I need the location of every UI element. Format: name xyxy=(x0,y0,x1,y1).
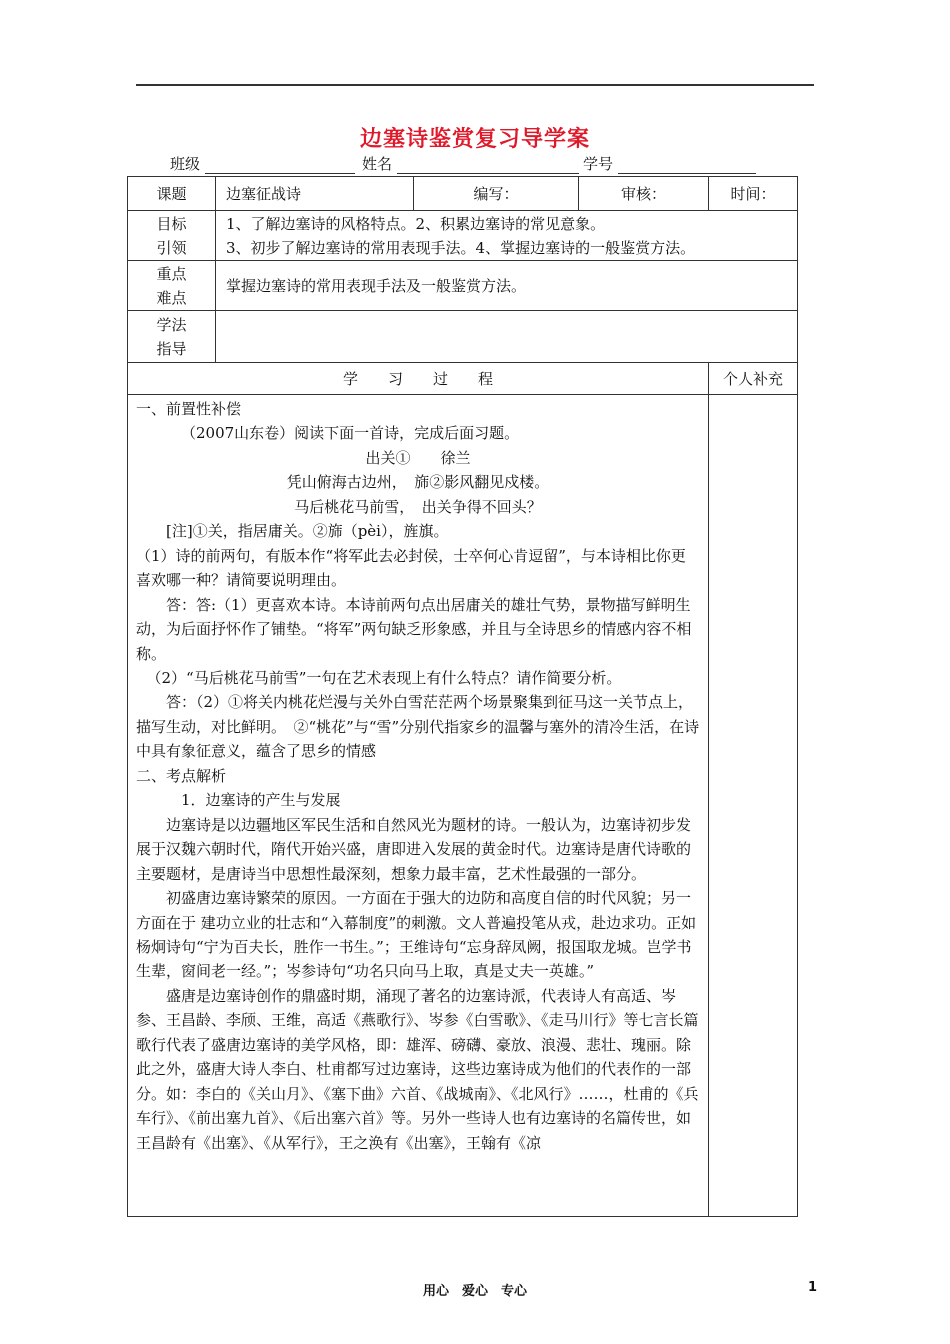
name-underline xyxy=(397,173,579,174)
section-2-heading: 二、考点解析 xyxy=(136,766,227,785)
supplement-label: 个人补充 xyxy=(709,363,798,395)
goals-label-2: 引领 xyxy=(156,238,187,257)
goals-label xyxy=(128,211,216,261)
key-points-row xyxy=(128,261,798,311)
subheading-1: 1．边塞诗的产生与发展 xyxy=(181,791,341,810)
goals-content xyxy=(216,211,798,261)
page-title: 边塞诗鉴赏复习导学案 xyxy=(359,127,590,152)
goals-row xyxy=(128,211,798,261)
question-2: （2）“马后桃花马前雪”一句在艺术表现上有什么特点？请作简要分析。 xyxy=(146,668,622,687)
process-title: 学 习 过 程 xyxy=(128,363,709,395)
answer-1: 答：答:（1）更喜欢本诗。本诗前两句点出居庸关的雄壮气势，景物描写鲜明生动，为后面抒怀作了铺垫。“将军”两句缺乏形象感，并且与全诗思乡的情感内容不相称。 xyxy=(136,595,692,663)
key-points-label-1: 重点 xyxy=(156,264,187,283)
process-row xyxy=(128,395,798,1217)
id-label: 学号 xyxy=(583,155,614,173)
paragraph-2: 初盛唐边塞诗繁荣的原因。一方面在于强大的边防和高度自信的时代风貌；另一方面在于 建功立业的壮志和“入幕制度”的刺激。文人普遍投笔从戎，赴边求功。正如杨炯诗句“宁为百夫长，胜作一书生。”；王维诗句“忘身辞凤阙，报国取龙城。岂学书生辈，窗间老一经。”；岑参诗句“功名只向马上取，真是丈夫一英雄。” xyxy=(136,889,697,981)
lesson-table xyxy=(127,176,798,1217)
key-points-label xyxy=(128,261,216,311)
topic-label: 课题 xyxy=(128,177,216,211)
header-row xyxy=(128,177,798,211)
goals-label-1: 目标 xyxy=(156,214,187,233)
intro: （2007山东卷）阅读下面一首诗，完成后面习题。 xyxy=(181,424,520,443)
topic-value: 边塞征战诗 xyxy=(216,177,414,211)
question-1: （1）诗的前两句，有版本作“将军此去必封侯，士卒何心肯逗留”，与本诗相比你更喜欢哪一种？请简要说明理由。 xyxy=(136,546,686,590)
poem-line-1: 凭山俯海古边州， 旆②影风翻见戍楼。 xyxy=(286,473,550,492)
method-label-1: 学法 xyxy=(156,315,187,334)
process-header-row xyxy=(128,363,798,395)
goals-line-1: 1、了解边塞诗的风格特点。2、积累边塞诗的常见意象。 xyxy=(226,214,606,233)
footer-motto: 用心 爱心 专心 xyxy=(422,1284,527,1299)
supplement-column xyxy=(709,395,798,1217)
goals-line-2: 3、初步了解边塞诗的常用表现手法。4、掌握边塞诗的一般鉴赏方法。 xyxy=(226,238,696,257)
header-rule xyxy=(136,84,814,86)
editor-label: 编写： xyxy=(414,177,579,211)
method-content xyxy=(216,311,798,363)
answer-2: 答：（2）①将关内桃花烂漫与关外白雪茫茫两个场景聚集到征马这一关节点上，描写生动，对比鲜明。 ②“桃花”与“雪”分别代指家乡的温馨与塞外的清冷生活，在诗中具有象征意义，蕴含了思乡的情感 xyxy=(136,693,700,761)
key-points-label-2: 难点 xyxy=(156,288,187,307)
reviewer-label: 审核： xyxy=(579,177,709,211)
paragraph-3: 盛唐是边塞诗创作的鼎盛时期，涌现了著名的边塞诗派，代表诗人有高适、岑参、王昌龄、李颀、王维，高适《燕歌行》、岑参《白雪歌》、《走马川行》等七言长篇歌行代表了盛唐边塞诗的美学风格，即：雄浑、磅礴、豪放、浪漫、悲壮、瑰丽。除此之外，盛唐大诗人李白、杜甫都写过边塞诗，这些边塞诗成为他们的代表作的一部分。如：李白的《关山月》、《塞下曲》六首、《战城南》、《北风行》……，杜甫的《兵车行》、《前出塞九首》、《后出塞六首》等。另外一些诗人也有边塞诗的名篇传世，如王昌龄有《出塞》、《从军行》，王之涣有《出塞》，王翰有《凉 xyxy=(136,986,699,1152)
id-underline xyxy=(618,173,756,174)
method-label-2: 指导 xyxy=(156,339,187,358)
class-underline xyxy=(205,173,355,174)
page-number: 1 xyxy=(808,1280,818,1295)
poem-line-2: 马后桃花马前雪， 出关争得不回头？ xyxy=(294,497,542,516)
method-row xyxy=(128,311,798,363)
process-content xyxy=(128,395,709,1217)
name-label: 姓名 xyxy=(362,155,393,173)
class-label: 班级 xyxy=(170,155,201,173)
section-1-heading: 一、前置性补偿 xyxy=(136,400,242,418)
paragraph-1: 边塞诗是以边疆地区军民生活和自然风光为题材的诗。一般认为，边塞诗初步发展于汉魏六朝时代，隋代开始兴盛，唐即进入发展的黄金时代。边塞诗是唐代诗歌的主要题材，是唐诗当中思想性最深刻，想象力最丰富，艺术性最强的一部分。 xyxy=(136,815,692,883)
time-label: 时间： xyxy=(709,177,798,211)
note: [注]①关，指居庸关。②旆（pèi），旌旗。 xyxy=(166,522,449,541)
method-label xyxy=(128,311,216,363)
poem-title: 出关① 徐兰 xyxy=(365,448,471,467)
key-points-text: 掌握边塞诗的常用表现手法及一般鉴赏方法。 xyxy=(216,261,798,311)
